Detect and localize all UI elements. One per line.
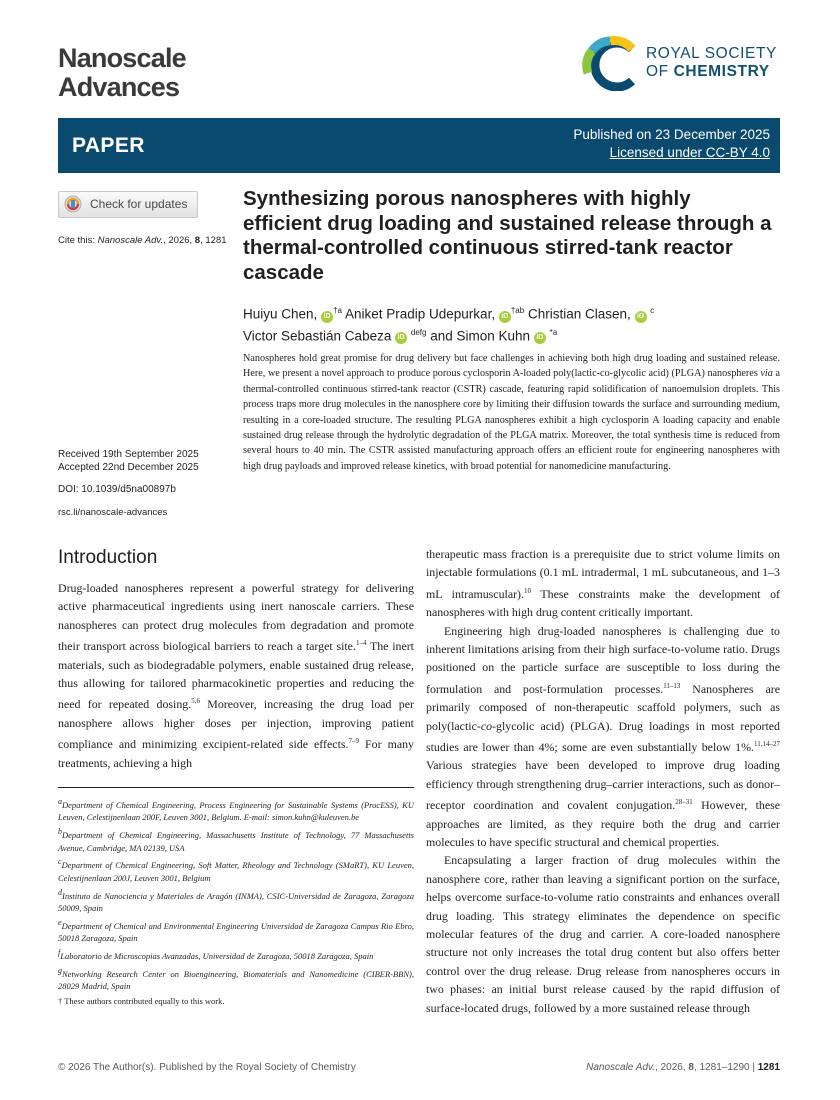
cite-volume: 8 [194,235,201,246]
author-affiliation: *a [549,327,558,337]
journal-link[interactable]: rsc.li/nanoscale-advances [58,507,168,518]
body-text: Various strategies have been developed to improve drug loading efficiency through strengthening drug–carrier interactions, such as donor–receptor coordination and covalent conjugation. [426,758,780,813]
orcid-icon[interactable]: iD [395,332,407,344]
author-name[interactable]: Victor Sebastián Cabeza [243,328,392,343]
citation-ref[interactable]: 1–4 [355,639,367,648]
citation-ref[interactable]: 10 [524,586,531,595]
author-name[interactable]: Christian Clasen, [527,306,631,322]
page-number: 1281 [757,1062,780,1073]
affiliation-marker: e [58,917,62,927]
publisher-chemistry: CHEMISTRY [673,63,770,80]
section-heading: Introduction [58,547,158,568]
body-text: Nanospheres are primarily composed of non-therapeutic scaffold polymers, such as poly(lactic- [426,681,780,733]
affiliation-item [58,965,414,993]
orcid-icon[interactable]: iD [499,311,511,323]
body-text: These constraints make the development of nanospheres with high drug content critically important. [426,586,780,620]
article-type-label: PAPER [72,134,145,157]
affiliation-text: Department of Chemical and Environmental Engineering Universidad de Zaragoza Campus Rio Ebro, 50018 Zaragoza, Spain [58,920,414,944]
footnote-divider [58,787,414,788]
citation-ref[interactable]: 5,6 [191,697,200,706]
journal-title-line1: Nanoscale [58,43,186,73]
body-text-italic: co [480,718,493,733]
affiliation-text: Department of Chemical Engineering, Soft Matter, Rheology and Technology (SMaRT), KU Leuven, Celestijnenlaan 200J, Leuven 3001, Belgium [58,860,414,883]
affiliation-marker: g [58,965,62,975]
copyright-notice: © 2026 The Author(s). Published by the Royal Society of Chemistry [58,1062,356,1073]
paragraph [426,622,780,852]
affiliation-item [58,947,414,962]
affiliation-item [58,887,414,915]
abstract-text: Nanospheres hold great promise for drug delivery but face challenges in achieving both high drug loading and sustained release. Here, we present a novel approach to produce porous cyclosporin A-loaded poly(lactic-co-glycolic acid) (PLGA) nanospheres [243,353,780,380]
journal-title [58,44,186,102]
equal-contribution-note: † These authors contributed equally to this work. [58,995,225,1006]
cite-journal: Nanoscale Adv. [97,235,164,246]
affiliation-marker: c [58,857,62,867]
journal-title-line2: Advances [58,72,180,102]
publisher-of: OF [646,63,674,80]
article-title: Synthesizing porous nanospheres with highly efficient drug loading and sustained release through a thermal-controlled continuous stirred-tank reactor cascade [243,187,772,284]
orcid-icon[interactable]: iD [321,311,333,323]
affiliation-text: Department of Chemical Engineering, Massachusetts Institute of Technology, 77 Massachusetts Avenue, Cambridge, MA 02139, USA [58,830,414,853]
citation-ref[interactable]: 28–31 [675,798,693,807]
footer-year: , 2026, [655,1062,689,1073]
page-footer-citation [586,1062,780,1073]
author-affiliation: c [650,306,655,315]
orcid-icon[interactable]: iD [635,311,647,323]
paragraph [426,851,780,1017]
body-text: The inert materials, such as biodegradable polymers, enable sustained drug release, thus allowing for tailored pharmacokinetic properties and reducing the need for repeated dosing. [58,639,414,712]
citation-ref[interactable]: 11,14–27 [754,740,780,748]
body-text: therapeutic mass fraction is a prerequisite due to strict volume limits on injectable formulations (0.1 mL intradermal, 1 mL subcutaneous, and 1–3 mL intramuscular). [426,547,780,601]
publisher-name [646,45,777,81]
affiliations [58,796,414,1010]
affiliation-item [58,826,414,854]
body-text: Engineering high drug-loaded nanospheres is challenging due to inherent limitations arising from their high surface-to-volume ratio. Drugs positioned on the particle surface are susceptible to loss during the formulation and post-formulation processes. [426,623,780,696]
author-affiliation: †ab [510,306,525,315]
published-date: Published on 23 December 2025 [573,127,770,142]
affiliation-text: Department of Chemical Engineering, Process Engineering for Sustainable Systems (ProcESS), KU Leuven, Celestijnenlaan 200F, Leuven 3001, Belgium. E-mail: simon.kuhn@kuleuven.be [58,799,414,823]
author-name[interactable]: Huiyu Chen, [243,306,318,322]
affiliation-marker: b [58,827,62,837]
author-conjunction: and [430,328,453,343]
body-column-right [426,545,780,1017]
cite-year: , 2026, [163,235,195,246]
paragraph [426,545,780,622]
affiliation-marker: a [58,797,62,806]
affiliation-text: Networking Research Center on Bioengineering, Biomaterials and Nanomedicine (CIBER-BBN), 28029 Madrid, Spain [58,968,414,992]
doi[interactable]: DOI: 10.1039/d5na00897b [58,484,176,495]
publisher-name-line1: ROYAL SOCIETY [646,45,777,62]
affiliation-text: Laboratorio de Microscopias Avanzadas, Universidad de Zaragoza, 50018 Zaragoza, Spain [60,950,374,961]
received-date: Received 19th September 2025 [58,449,199,460]
body-text: Encapsulating a larger fraction of drug molecules within the nanosphere core, rather than leaving a significant portion on the surface, helps overcome surface-to-volume ratio constraints and enhances overall drug loading. This strategy eliminates the dependence on specific molecular features of the drug and carrier. A core-loaded nanosphere structure not only increases the total drug content but also offers better control over the drug release. Drug release from nanospheres occurs in two phases: an initial burst release caused by the rapid diffusion of surface-located drugs, followed by a more sustained release through [426,853,780,1015]
footer-pages: , 1281–1290 [693,1062,750,1073]
affiliation-item [58,856,414,884]
affiliation-item [58,796,414,824]
accepted-date: Accepted 22nd December 2025 [58,462,199,473]
check-for-updates-button[interactable] [58,191,198,218]
citation [58,235,227,246]
author-name[interactable]: Aniket Pradip Udepurkar, [344,306,496,322]
cite-pages: , 1281 [200,235,227,246]
article-type-banner [58,118,780,173]
bookmark-refresh-icon [64,195,82,213]
affiliation-marker: d [58,887,62,897]
author-list [243,302,773,345]
affiliation-text: Instituto de Nanociencia y Materiales de Aragón (INMA), CSIC-Universidad de Zaragoza, Zaragoza 50009, Spain [58,890,414,914]
citation-ref[interactable]: 11–13 [663,681,681,690]
body-text: However, these approaches are limited, as they require both the drug and carrier molecules to have specific structural and chemical properties. [426,798,781,849]
body-column-left [58,579,414,772]
author-affiliation: †a [333,306,342,315]
affiliation-marker: f [58,948,61,958]
body-text: Drug-loaded nanospheres represent a powerful strategy for delivering active pharmaceutical ingredients using inert nanoscale carriers. These nanospheres can protect drug molecules from degradation and promote their transport across biological barriers to reach a target site. [58,581,414,654]
affiliation-item [58,917,414,945]
footer-journal: Nanoscale Adv. [586,1062,656,1073]
orcid-icon[interactable]: iD [534,332,546,344]
abstract [243,351,780,474]
author-name[interactable]: Simon Kuhn [456,328,531,343]
abstract-text-cont: a thermal-controlled continuous stirred-tank reactor (CSTR) cascade, featuring rapid solidification of nanoemulsion droplets. This process traps more drug molecules in the nanosphere core by limiting their diffusion towards the surface and surrounding medium, resulting in a core-loaded structure. The resulting PLGA nanospheres exhibit a high cyclosporin A loading capacity and enable sustained drug release through the hydrolytic degradation of the PLGA matrix. Moreover, the total synthesis time is reduced from several hours to 40 min. The CSTR assisted manufacturing approach offers an efficient route for engineering nanospheres with high drug payloads and improved release kinetics, with broad potential for nanomedicine manufacturing. [243,368,780,472]
license-link[interactable]: Licensed under CC-BY 4.0 [609,145,770,160]
abstract-via: via [760,368,773,380]
footer-volume: 8 [688,1062,694,1073]
author-affiliation: defg [410,327,427,337]
body-text: Moreover, increasing the drug load per nanosphere allows higher doses per injection, improving patient compliance and minimizing excipient-related side effects. [58,697,414,752]
body-text: For many treatments, achieving a high [58,737,414,770]
citation-ref[interactable]: 7–9 [348,737,359,746]
check-for-updates-label: Check for updates [90,197,188,211]
publisher-name-line2 [646,63,777,81]
cite-prefix: Cite this: [58,235,98,246]
footer-separator: | [749,1062,758,1073]
body-text: -glycolic acid) (PLGA). Drug loadings in most reported studies are lower than 4%; some are even substantially below 1%. [426,718,780,754]
